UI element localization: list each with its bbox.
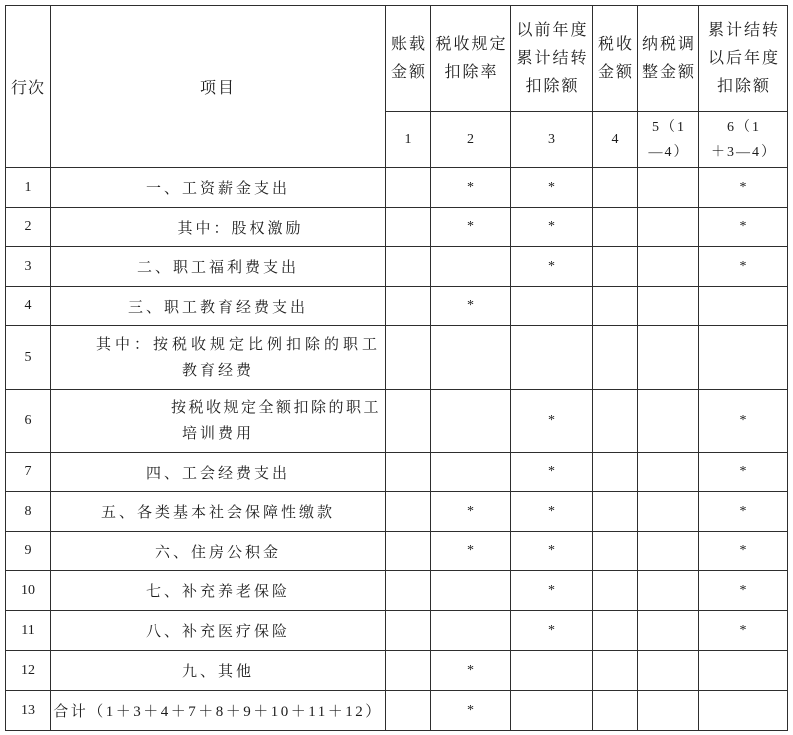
future-carryover-cell: * (699, 532, 788, 571)
deduction-rate-cell (431, 453, 511, 492)
prior-carryover-cell: * (511, 168, 593, 208)
deduction-rate-cell (431, 326, 511, 390)
tax-adjustment-cell (638, 571, 699, 611)
tax-adjustment-cell (638, 691, 699, 731)
item-label-line: 按税收规定全额扣除的职工 (170, 400, 381, 416)
book-amount-cell (386, 611, 431, 651)
line-number-cell: 3 (6, 247, 51, 287)
deduction-rate-cell (431, 247, 511, 287)
column-number-line: —4） (648, 144, 690, 160)
table-row (6, 390, 788, 453)
tax-amount-cell (593, 611, 638, 651)
tax-amount-cell (593, 208, 638, 247)
item-cell: 一、工资薪金支出 (51, 168, 386, 208)
header-title-line: 整金额 (641, 63, 696, 81)
header-title-line: 以后年度 (707, 49, 780, 67)
header-deduction-rate (431, 6, 511, 112)
item-cell (51, 326, 386, 390)
table-header (6, 6, 788, 168)
item-cell: 其中：股权激励 (51, 208, 386, 247)
column-number-6 (699, 112, 788, 168)
future-carryover-cell: * (699, 247, 788, 287)
future-carryover-cell: * (699, 571, 788, 611)
future-carryover-cell (699, 287, 788, 326)
tax-adjustment-cell (638, 611, 699, 651)
future-carryover-cell: * (699, 453, 788, 492)
prior-carryover-cell: * (511, 532, 593, 571)
deduction-rate-cell: * (431, 492, 511, 532)
future-carryover-cell: * (699, 208, 788, 247)
tax-adjustment-cell (638, 208, 699, 247)
line-number-cell: 9 (6, 532, 51, 571)
tax-adjustment-cell (638, 287, 699, 326)
future-carryover-cell (699, 691, 788, 731)
header-book-amount (386, 6, 431, 112)
prior-carryover-cell (511, 651, 593, 691)
book-amount-cell (386, 453, 431, 492)
book-amount-cell (386, 390, 431, 453)
deduction-adjustment-table (5, 5, 788, 731)
header-future-carryover (699, 6, 788, 112)
prior-carryover-cell: * (511, 247, 593, 287)
item-cell: 六、住房公积金 (51, 532, 386, 571)
book-amount-cell (386, 691, 431, 731)
deduction-rate-cell: * (431, 168, 511, 208)
tax-adjustment-cell (638, 326, 699, 390)
future-carryover-cell: * (699, 492, 788, 532)
prior-carryover-cell (511, 287, 593, 326)
tax-amount-cell (593, 571, 638, 611)
deduction-rate-cell: * (431, 287, 511, 326)
item-cell: 五、各类基本社会保障性缴款 (51, 492, 386, 532)
future-carryover-cell (699, 326, 788, 390)
prior-carryover-cell: * (511, 208, 593, 247)
column-number-line: 1 (404, 132, 414, 147)
tax-amount-cell (593, 287, 638, 326)
line-number-cell: 5 (6, 326, 51, 390)
header-title-line: 以前年度 (516, 21, 589, 39)
prior-carryover-cell: * (511, 390, 593, 453)
tax-amount-cell (593, 691, 638, 731)
item-cell: 七、补充养老保险 (51, 571, 386, 611)
column-number-1 (386, 112, 431, 168)
book-amount-cell (386, 571, 431, 611)
prior-carryover-cell: * (511, 611, 593, 651)
header-title-line: 扣除率 (444, 63, 499, 81)
line-number-cell: 12 (6, 651, 51, 691)
book-amount-cell (386, 208, 431, 247)
prior-carryover-cell (511, 326, 593, 390)
column-number-line: 2 (467, 132, 476, 147)
table-row (6, 247, 788, 287)
table-row (6, 571, 788, 611)
item-cell: 九、其他 (51, 651, 386, 691)
header-title-line: 累计结转 (516, 49, 589, 67)
book-amount-cell (386, 532, 431, 571)
header-title-line: 账载 (390, 35, 427, 53)
header-title-line: 纳税调 (641, 35, 696, 53)
future-carryover-cell: * (699, 611, 788, 651)
book-amount-cell (386, 492, 431, 532)
table-row (6, 453, 788, 492)
tax-amount-cell (593, 168, 638, 208)
deduction-rate-cell: * (431, 532, 511, 571)
item-cell: 八、补充医疗保险 (51, 611, 386, 651)
future-carryover-cell: * (699, 390, 788, 453)
item-cell (51, 390, 386, 453)
table-row (6, 208, 788, 247)
book-amount-cell (386, 651, 431, 691)
tax-adjustment-cell (638, 247, 699, 287)
tax-adjustment-cell (638, 453, 699, 492)
item-cell-total: 合计（1＋3＋4＋7＋8＋9＋10＋11＋12） (51, 691, 386, 731)
header-title-line: 累计结转 (707, 21, 780, 39)
column-number-4 (593, 112, 638, 168)
table-row (6, 611, 788, 651)
prior-carryover-cell: * (511, 571, 593, 611)
future-carryover-cell: * (699, 168, 788, 208)
header-title-row (6, 6, 788, 112)
tax-adjustment-cell (638, 532, 699, 571)
header-tax-amount (593, 6, 638, 112)
header-title-line: 扣除额 (716, 77, 771, 95)
column-number-line: 5（1 (652, 119, 686, 135)
table-row (6, 651, 788, 691)
item-cell: 二、职工福利费支出 (51, 247, 386, 287)
future-carryover-cell (699, 651, 788, 691)
table-row (6, 326, 788, 390)
table-row (6, 532, 788, 571)
column-number-line: 6（1 (727, 119, 761, 135)
deduction-rate-cell (431, 571, 511, 611)
tax-amount-cell (593, 247, 638, 287)
tax-amount-cell (593, 492, 638, 532)
deduction-rate-cell (431, 390, 511, 453)
header-title-line: 税收规定 (435, 35, 508, 53)
column-number-5 (638, 112, 699, 168)
header-title-line: 扣除额 (525, 77, 580, 95)
prior-carryover-cell: * (511, 453, 593, 492)
header-title-line: 税收 (597, 35, 634, 53)
deduction-rate-cell (431, 611, 511, 651)
tax-amount-cell (593, 326, 638, 390)
prior-carryover-cell (511, 691, 593, 731)
book-amount-cell (386, 287, 431, 326)
table-body (6, 168, 788, 731)
table-row (6, 287, 788, 326)
tax-adjustment-cell (638, 390, 699, 453)
line-number-cell: 2 (6, 208, 51, 247)
tax-amount-cell (593, 532, 638, 571)
book-amount-cell (386, 247, 431, 287)
line-number-cell: 4 (6, 287, 51, 326)
table-row (6, 492, 788, 532)
deduction-rate-cell: * (431, 691, 511, 731)
line-number-cell: 13 (6, 691, 51, 731)
tax-amount-cell (593, 453, 638, 492)
line-number-cell: 10 (6, 571, 51, 611)
item-label-line: 其中：按税收规定比例扣除的职工 (95, 336, 381, 353)
header-item: 项目 (51, 6, 386, 168)
line-number-cell: 8 (6, 492, 51, 532)
line-number-cell: 6 (6, 390, 51, 453)
item-label-line: 培训费用 (181, 426, 254, 442)
line-number-cell: 1 (6, 168, 51, 208)
header-line-number: 行次 (6, 6, 51, 168)
column-number-line: ＋3—4） (711, 144, 777, 160)
table-row (6, 168, 788, 208)
line-number-cell: 7 (6, 453, 51, 492)
tax-adjustment-cell (638, 168, 699, 208)
book-amount-cell (386, 168, 431, 208)
header-title-line: 金额 (390, 63, 427, 81)
deduction-rate-cell: * (431, 208, 511, 247)
tax-amount-cell (593, 651, 638, 691)
column-number-line: 3 (548, 132, 557, 147)
tax-adjustment-cell (638, 492, 699, 532)
item-cell: 三、职工教育经费支出 (51, 287, 386, 326)
header-title-line: 金额 (597, 63, 634, 81)
tax-adjustment-cell (638, 651, 699, 691)
prior-carryover-cell: * (511, 492, 593, 532)
header-prior-carryover (511, 6, 593, 112)
column-number-line: 4 (611, 132, 621, 147)
table-row (6, 691, 788, 731)
column-number-3 (511, 112, 593, 168)
line-number-cell: 11 (6, 611, 51, 651)
header-tax-adjustment (638, 6, 699, 112)
column-number-2 (431, 112, 511, 168)
item-cell: 四、工会经费支出 (51, 453, 386, 492)
item-label-line: 教育经费 (181, 362, 254, 379)
book-amount-cell (386, 326, 431, 390)
deduction-rate-cell: * (431, 651, 511, 691)
tax-amount-cell (593, 390, 638, 453)
